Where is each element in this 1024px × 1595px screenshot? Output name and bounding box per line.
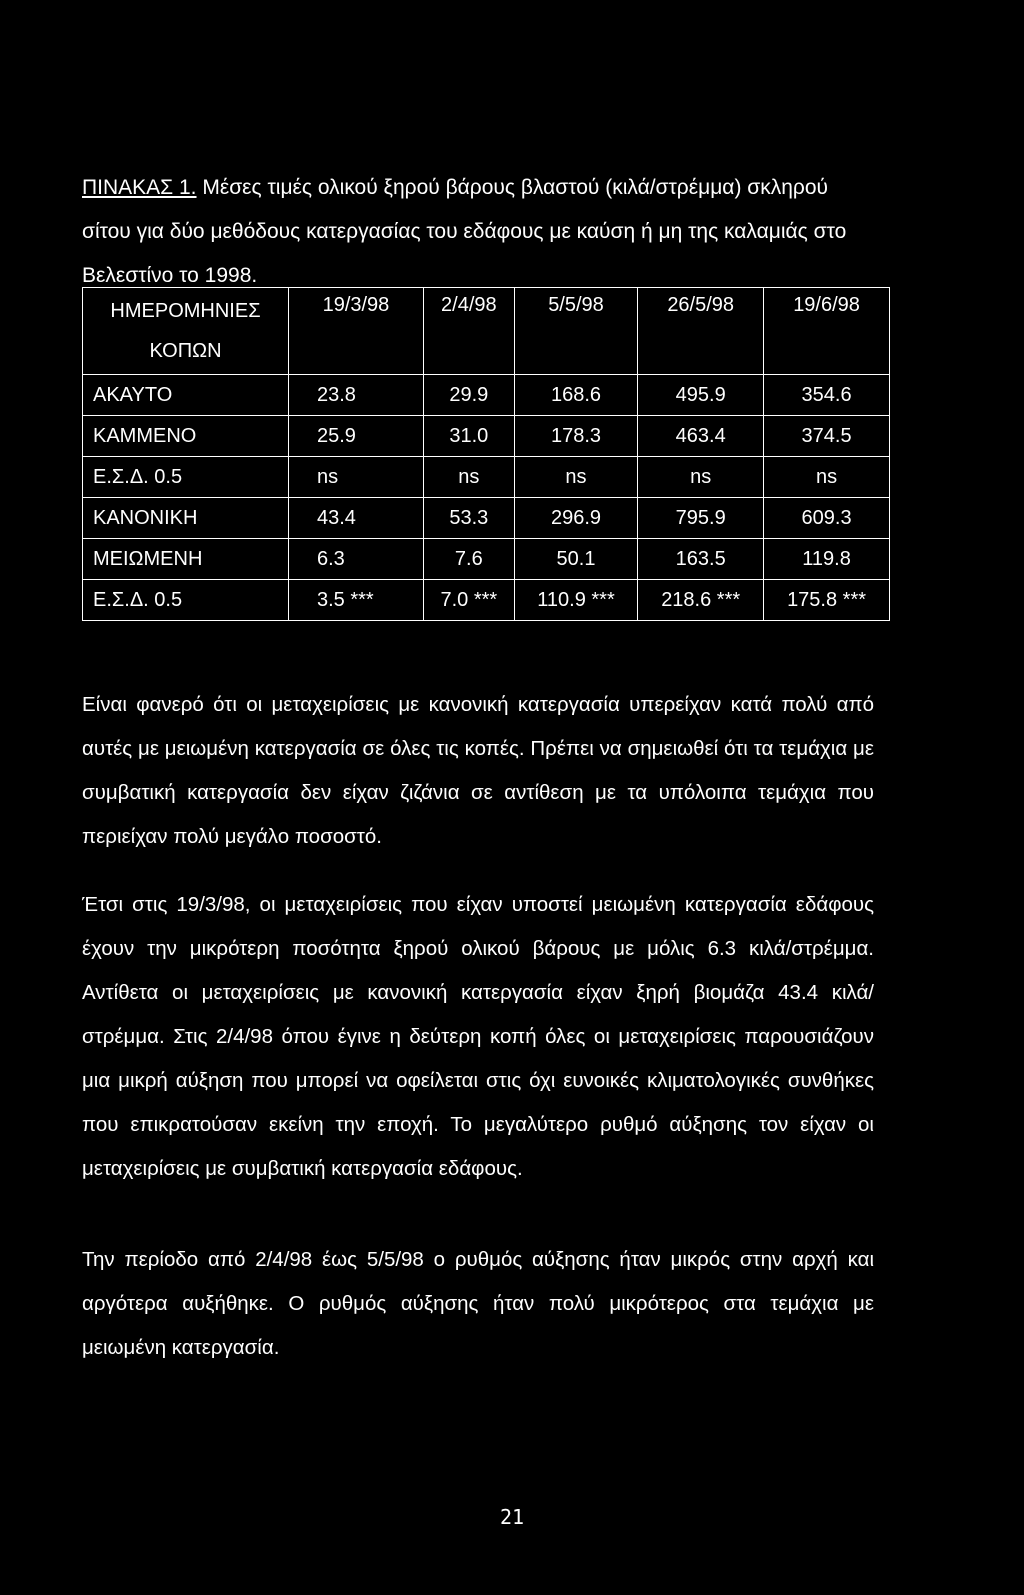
table-row [83, 498, 890, 539]
date-header: 5/5/98 [514, 288, 638, 375]
table-cell: ns [764, 457, 890, 498]
date-header: 26/5/98 [638, 288, 764, 375]
table-cell: 3.5 *** [289, 580, 424, 621]
table-cell: 110.9 *** [514, 580, 638, 621]
table-cell: 53.3 [423, 498, 514, 539]
page-number: 21 [499, 1505, 525, 1529]
biomass-table [82, 287, 890, 621]
paragraph: Την περίοδο από 2/4/98 έως 5/5/98 ο ρυθμός αύξησης ήταν μικρός στην αρχή και αργότερα αυξήθηκε. Ο ρυθμός αύξησης ήταν πολύ μικρότερος στα τεμάχια με μειωμένη κατεργασία. [82, 1248, 874, 1359]
table-cell: 50.1 [514, 539, 638, 580]
table-row [83, 580, 890, 621]
table-cell: 25.9 [289, 416, 424, 457]
paragraph: Έτσι στις 19/3/98, οι μεταχειρίσεις που είχαν υποστεί μειωμένη κατεργασία εδάφους έχουν την μικρότερη ποσότητα ξηρού ολικού βάρους με μόλις 6.3 κιλά/στρέμμα. Αντίθετα οι μεταχειρίσεις με κανονική κατεργασία είχαν ξηρή βιομάζα 43.4 κιλά/στρέμμα. Στις 2/4/98 όπου έγινε η δεύτερη κοπή όλες οι μεταχειρίσεις παρουσιάζουν μια μικρή αύξηση που μπορεί να οφείλεται στις όχι ευνοικές κλιματολογικές συνθήκες που επικρατούσαν εκείνη την εποχή. Το μεγαλύτερο ρυθμό αύξησης τον είχαν οι μεταχειρίσεις με συμβατική κατεργασία εδάφους. [82, 893, 874, 1180]
table-corner-cell [83, 288, 289, 375]
corner-line-1: ΗΜΕΡΟΜΗΝΙΕΣ [110, 300, 261, 322]
table-cell: 495.9 [638, 375, 764, 416]
table-cell: 6.3 [289, 539, 424, 580]
table-caption-text: Μέσες τιμές ολικού ξηρού βάρους βλαστού (κιλά/στρέμμα) σκληρού σίτου για δύο μεθόδους κατεργασίας του εδάφους με καύση ή μη της καλαμιάς στο Βελεστίνο το 1998. [82, 176, 847, 287]
table-cell: 218.6 *** [638, 580, 764, 621]
table-cell: 168.6 [514, 375, 638, 416]
table-cell: ns [289, 457, 424, 498]
table-cell: 29.9 [423, 375, 514, 416]
table-cell: 354.6 [764, 375, 890, 416]
table-cell: 609.3 [764, 498, 890, 539]
table-cell: 43.4 [289, 498, 424, 539]
table-caption-label: ΠΙΝΑΚΑΣ 1. [82, 176, 197, 199]
table-cell: 7.6 [423, 539, 514, 580]
row-label: ΜΕΙΩΜΕΝΗ [83, 539, 289, 580]
row-label: Ε.Σ.Δ. 0.5 [83, 457, 289, 498]
table-cell: ns [423, 457, 514, 498]
table-cell: ns [514, 457, 638, 498]
table-cell: 296.9 [514, 498, 638, 539]
table-cell: 463.4 [638, 416, 764, 457]
row-label: Ε.Σ.Δ. 0.5 [83, 580, 289, 621]
corner-line-2: ΚΟΠΩΝ [149, 340, 222, 362]
row-label: ΑΚΑΥΤΟ [83, 375, 289, 416]
table-cell: 31.0 [423, 416, 514, 457]
table-cell: 163.5 [638, 539, 764, 580]
table-cell: 23.8 [289, 375, 424, 416]
table-row [83, 416, 890, 457]
row-label: ΚΑΜΜΕΝΟ [83, 416, 289, 457]
table-cell: 178.3 [514, 416, 638, 457]
row-label: ΚΑΝΟΝΙΚΗ [83, 498, 289, 539]
table-cell: 374.5 [764, 416, 890, 457]
table-cell: 119.8 [764, 539, 890, 580]
date-header: 19/3/98 [289, 288, 424, 375]
table-row [83, 375, 890, 416]
date-header: 19/6/98 [764, 288, 890, 375]
date-header: 2/4/98 [423, 288, 514, 375]
paragraph: Είναι φανερό ότι οι μεταχειρίσεις με κανονική κατεργασία υπερείχαν κατά πολύ από αυτές με μειωμένη κατεργασία σε όλες τις κοπές. Πρέπει να σημειωθεί ότι τα τεμάχια με συμβατική κατεργασία δεν είχαν ζιζάνια σε αντίθεση με τα υπόλοιπα τεμάχια που περιείχαν πολύ μεγάλο ποσοστό. [82, 693, 874, 848]
table-cell: ns [638, 457, 764, 498]
table-row [83, 539, 890, 580]
table-cell: 795.9 [638, 498, 764, 539]
table-cell: 175.8 *** [764, 580, 890, 621]
table-cell: 7.0 *** [423, 580, 514, 621]
table-caption [82, 166, 882, 298]
table-header-row [83, 288, 890, 375]
table-row [83, 457, 890, 498]
